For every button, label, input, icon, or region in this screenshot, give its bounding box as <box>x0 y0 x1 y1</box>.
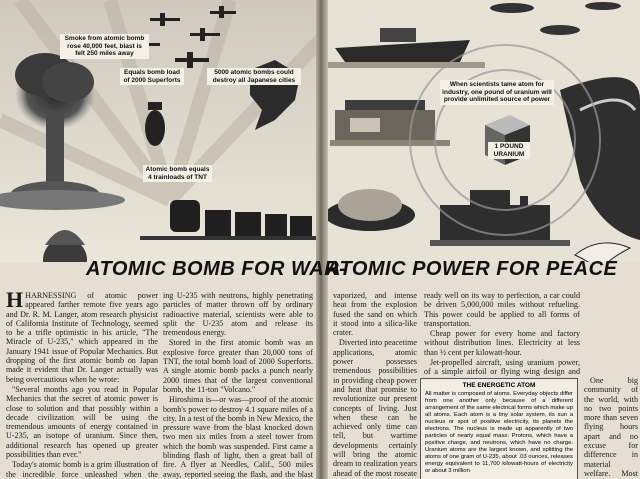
caption-smoke: Smoke from atomic bomb rose 40,000 feet, blast is felt 250 miles away <box>60 34 149 59</box>
col2-para-3: Hiroshima is—or was—proof of the atomic bomb's power to destroy 4.1 square miles of a city. In a test of the bomb in New Mexico, the pressure wave from the blast knocked down two men six miles from a steel tower from which the bomb was suspended. First came a blinding flash of light, then a great ball of fire. A flyer at Needles, Calif., 500 miles away, reported seeing the flash, and the blast <box>163 395 313 479</box>
caption-trainloads: Atomic bomb equals 4 trainloads of TNT <box>143 165 212 182</box>
energetic-atom-sidebar <box>420 378 578 479</box>
caption-bomb-load: Equals bomb load of 2000 Superforts <box>120 68 184 85</box>
col5-para-1: One big community of the world, with no two points more than seven flying hours apart and no excuse for difference in material welfare. Most <box>584 376 638 478</box>
col4-para-3: Jet-propelled aircraft, using uranium power, of a simple airfoil or flying wing design and <box>424 358 580 376</box>
col4-para-2: Cheap power for every home and factory without distribution lines. Electricity at less than ½ cent per kilowatt-hour. <box>424 329 580 357</box>
article-column-5 <box>584 376 638 479</box>
col2-para-1: ing U-235 with neutrons, highly penetrating particles of matter thrown off by ordinary radioactive material, scientists were able to split the U-235 atom and release its tremendous energy. <box>163 291 313 338</box>
col3-para-1: vaporized, and intense heat from the explosion fused the sand on which it stood into a silica-like crater. <box>333 291 417 338</box>
caption-uranium: 1 POUND URANIUM <box>488 142 530 159</box>
sidebar-body: All matter is composed of atoms. Everyday objects differ from one another only because of a different arrangement of the same electrical forms which make up all atoms. Each atom is a tiny solar system, its sun a nucleus or spot of positive electricity, its planets the electrons. The nucleus is made up apparently of two particles of nearly equal mass: Protons, which have a positive charge, and neutrons, which have no charge. Uranium atoms are the largest known, and splitting the atoms of one gram of U-235, about .03 ounces, releases energy equivalent to 11,700 kilowatt-hours of electricity or about 3 million <box>425 391 573 474</box>
caption-japan: 5000 atomic bombs could destroy all Japanese cities <box>207 68 301 85</box>
article-column-3 <box>333 291 417 479</box>
col4-para-1: ready well on its way to perfection, a car could be driven 5,000,000 miles without refueling. This power could be applied to all forms of transportation. <box>424 291 580 328</box>
col2-para-2: Stored in the first atomic bomb was an explosive force greater than 20,000 tons of TNT, the total bomb load of 2000 Superforts. A single atomic bomb packs a punch nearly 2000 times that of the largest conventional bomb, the 11-ton "Volcano." <box>163 338 313 394</box>
sidebar-title: THE ENERGETIC ATOM <box>462 382 536 389</box>
col1-para-1: HARNESSING of atomic power appeared farther remote five years ago and Dr. R. M. Langer, atom research physicist of California Institute of Technology, seemed to be a trifle optimistic in his article, "The Miracle of U-235," which appeared in the January 1941 issue of Popular Mechanics. But dropping of the first atomic bomb on Japan made it evident that Dr. Langer actually was being overcautious when he wrote: <box>6 291 158 384</box>
col1-para-2: "Several months ago you read in Popular Mechanics that the secret of atomic power is close to solution and that possibly within a decade civilization will be using the tremendous amounts of energy contained in U-235, an isotope of uranium. Since then, additional research has opened up greater possibilities than ever." <box>6 384 158 460</box>
page-gutter <box>316 0 328 479</box>
article-column-2 <box>163 291 313 479</box>
article-column-4 <box>424 291 580 376</box>
headline-peace: ATOMIC POWER FOR PEACE <box>326 258 618 280</box>
col1-para-3: Today's atomic bomb is a grim illustration of the incredible force unleashed when the <box>6 460 158 479</box>
headline-war: ATOMIC BOMB FOR WAR- <box>86 258 347 280</box>
col3-para-2: Diverted into peacetime applications, atomic power possesses tremendous possibilities in providing cheap power and heat that promise to revolutionize our present concepts of living. Just when these can be achieved only time can tell, but wartime developments certainly will bring the atomic dream to realization years ahead of the most roseate <box>333 338 417 478</box>
caption-industry: When scientists tame atom for industry, one pound of uranium will provide unlimited source of power <box>440 80 554 105</box>
drop-cap: H <box>6 291 24 312</box>
article-column-1 <box>6 291 158 479</box>
atomic-bomb-illustration <box>145 102 165 146</box>
